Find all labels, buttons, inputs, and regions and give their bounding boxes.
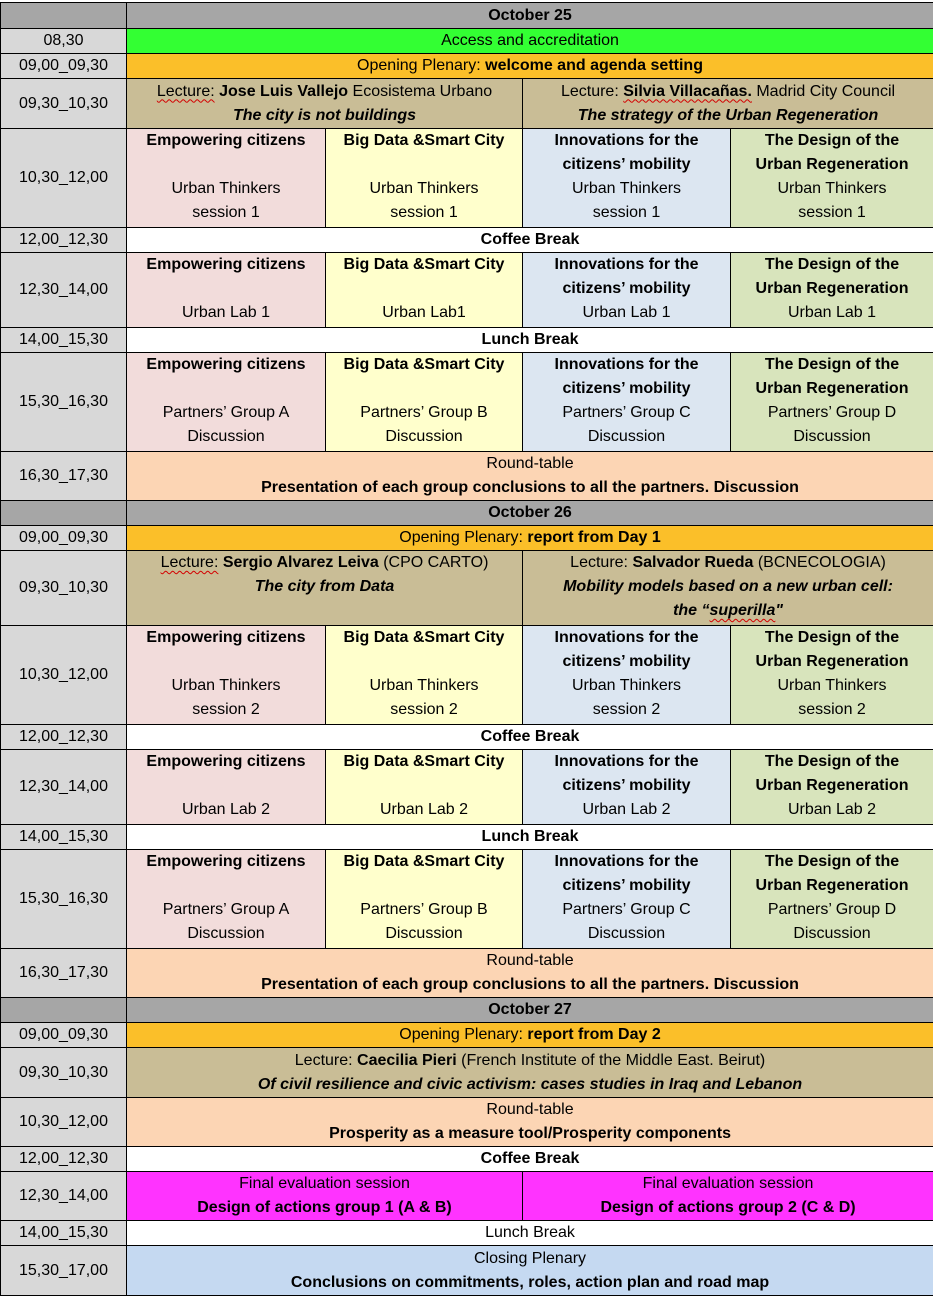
track-regeneration-cell (731, 129, 933, 228)
schedule-row (1, 1172, 933, 1221)
session-number: session 2 (329, 698, 519, 722)
lecturer-name: Sergio Alvarez Leiva (223, 554, 379, 571)
schedule-row (1, 79, 933, 129)
final-evaluation-group: Design of actions group 1 (A & B) (130, 1196, 519, 1220)
time-slot: 08,30 (1, 29, 127, 54)
session-label: Urban Thinkers (329, 177, 519, 201)
opening-topic: report from Day 1 (527, 529, 660, 546)
track-title-line2: Urban Regeneration (734, 153, 930, 177)
day-date: October 27 (127, 998, 933, 1023)
time-slot: 16,30_17,30 (1, 949, 127, 998)
track-bigdata-cell (326, 850, 523, 949)
final-evaluation-cell (523, 1172, 933, 1221)
opening-plenary-cell (127, 1023, 933, 1048)
schedule-row (1, 253, 933, 328)
closing-label: Closing Plenary (130, 1247, 930, 1271)
time-slot: 09,30_10,30 (1, 79, 127, 129)
schedule-row (1, 1147, 933, 1172)
group-label: Partners’ Group D (734, 401, 930, 425)
opening-label: Opening Plenary: (399, 529, 523, 546)
track-title: Empowering citizens (130, 253, 322, 277)
schedule-row (1, 626, 933, 725)
roundtable-cell (127, 949, 933, 998)
track-bigdata-cell (326, 129, 523, 228)
time-slot: 12,30_14,00 (1, 750, 127, 825)
session-label: Urban Thinkers (130, 674, 322, 698)
session-label: Urban Thinkers (526, 177, 727, 201)
roundtable-label: Round-table (130, 452, 930, 476)
session-label: Urban Lab 1 (130, 301, 322, 325)
time-slot: 15,30_16,30 (1, 353, 127, 452)
time-slot: 09,00_09,30 (1, 1023, 127, 1048)
session-label: Urban Lab 2 (734, 798, 930, 822)
session-label: Urban Lab 1 (526, 301, 727, 325)
track-title-line1: The Design of the (734, 626, 930, 650)
schedule-row (1, 1221, 933, 1246)
discussion-label: Discussion (329, 922, 519, 946)
schedule-row (1, 54, 933, 79)
track-title-line1: Innovations for the (526, 850, 727, 874)
group-label: Partners’ Group A (130, 898, 322, 922)
track-mobility-cell (523, 129, 731, 228)
session-label: Urban Lab 2 (130, 798, 322, 822)
lecture-cell (523, 79, 933, 129)
time-slot: 09,00_09,30 (1, 526, 127, 551)
schedule-row (1, 228, 933, 253)
closing-plenary-cell (127, 1246, 933, 1296)
lecturer-name: Silvia Villacañas. (623, 83, 752, 100)
closing-topic: Conclusions on commitments, roles, action plan and road map (130, 1271, 930, 1295)
track-title-line1: Innovations for the (526, 626, 727, 650)
lecture-label: Lecture: (561, 83, 619, 100)
lecture-cell (523, 551, 933, 626)
lecturer-name: Jose Luis Vallejo (219, 83, 348, 100)
lecturer-name: Caecilia Pieri (357, 1052, 457, 1069)
track-mobility-cell (523, 750, 731, 825)
day-header-blank (1, 501, 127, 526)
day-header-blank (1, 3, 127, 29)
track-bigdata-cell (326, 353, 523, 452)
discussion-label: Discussion (734, 922, 930, 946)
lecture-cell (127, 79, 523, 129)
time-slot: 15,30_17,00 (1, 1246, 127, 1296)
lecturer-org: (BCNECOLOGIA) (753, 554, 885, 571)
track-title: Big Data &Smart City (329, 850, 519, 874)
track-title-line2: Urban Regeneration (734, 774, 930, 798)
schedule-row (1, 850, 933, 949)
roundtable-label: Round-table (130, 949, 930, 973)
schedule-row (1, 1048, 933, 1098)
lecture-label: Lecture: (161, 554, 219, 571)
roundtable-topic: Presentation of each group conclusions to all the partners. Discussion (130, 476, 930, 500)
discussion-label: Discussion (526, 425, 727, 449)
lecture-title: The strategy of the Urban Regeneration (526, 104, 930, 128)
track-title: Big Data &Smart City (329, 353, 519, 377)
lecture-title: The city is not buildings (130, 104, 519, 128)
lecture-cell (127, 1048, 933, 1098)
track-empowering-cell (127, 850, 326, 949)
opening-topic: report from Day 2 (527, 1026, 660, 1043)
track-title-line1: The Design of the (734, 129, 930, 153)
track-mobility-cell (523, 626, 731, 725)
track-title: Empowering citizens (130, 626, 322, 650)
track-title-line1: Innovations for the (526, 750, 727, 774)
discussion-label: Discussion (130, 922, 322, 946)
roundtable-cell (127, 452, 933, 501)
track-empowering-cell (127, 750, 326, 825)
discussion-label: Discussion (329, 425, 519, 449)
schedule-row (1, 328, 933, 353)
lunch-break-cell: Lunch Break (127, 825, 933, 850)
opening-topic: welcome and agenda setting (485, 57, 703, 74)
coffee-break-cell: Coffee Break (127, 1147, 933, 1172)
track-regeneration-cell (731, 253, 933, 328)
track-title: Big Data &Smart City (329, 253, 519, 277)
track-regeneration-cell (731, 353, 933, 452)
final-evaluation-label: Final evaluation session (526, 1172, 930, 1196)
agenda-table (0, 2, 933, 1296)
schedule-row (1, 353, 933, 452)
day-header-row (1, 998, 933, 1023)
time-slot: 14,00_15,30 (1, 328, 127, 353)
track-title: Big Data &Smart City (329, 626, 519, 650)
discussion-label: Discussion (734, 425, 930, 449)
final-evaluation-group: Design of actions group 2 (C & D) (526, 1196, 930, 1220)
lecture-title-part: " (775, 602, 783, 619)
day-header-blank (1, 998, 127, 1023)
lecturer-org: Madrid City Council (752, 83, 895, 100)
final-evaluation-label: Final evaluation session (130, 1172, 519, 1196)
schedule-row (1, 949, 933, 998)
schedule-row (1, 1246, 933, 1296)
time-slot: 12,00_12,30 (1, 228, 127, 253)
opening-label: Opening Plenary: (357, 57, 481, 74)
track-title-line1: The Design of the (734, 850, 930, 874)
track-title-line2: citizens’ mobility (526, 650, 727, 674)
day-date: October 26 (127, 501, 933, 526)
session-label: Urban Thinkers (526, 674, 727, 698)
time-slot: 16,30_17,30 (1, 452, 127, 501)
roundtable-cell (127, 1098, 933, 1147)
coffee-break-cell: Coffee Break (127, 725, 933, 750)
track-title-line1: Innovations for the (526, 353, 727, 377)
track-title-line2: citizens’ mobility (526, 774, 727, 798)
track-title-line2: Urban Regeneration (734, 874, 930, 898)
schedule-row (1, 750, 933, 825)
track-mobility-cell (523, 353, 731, 452)
track-empowering-cell (127, 626, 326, 725)
session-label: Urban Thinkers (130, 177, 322, 201)
lecture-title-line1: Mobility models based on a new urban cell: (526, 575, 930, 599)
lecture-title: The city from Data (130, 575, 519, 599)
schedule-row (1, 825, 933, 850)
track-bigdata-cell (326, 626, 523, 725)
lecturer-name: Salvador Rueda (632, 554, 753, 571)
time-slot: 12,00_12,30 (1, 725, 127, 750)
session-number: session 1 (734, 201, 930, 225)
time-slot: 10,30_12,00 (1, 129, 127, 228)
track-title-line2: citizens’ mobility (526, 277, 727, 301)
time-slot: 12,00_12,30 (1, 1147, 127, 1172)
day-header-row (1, 501, 933, 526)
time-slot: 10,30_12,00 (1, 1098, 127, 1147)
session-number: session 2 (526, 698, 727, 722)
opening-plenary-cell (127, 526, 933, 551)
session-label: Urban Lab1 (329, 301, 519, 325)
group-label: Partners’ Group D (734, 898, 930, 922)
track-title: Empowering citizens (130, 129, 322, 153)
lecturer-org: (French Institute of the Middle East. Beirut) (457, 1052, 766, 1069)
session-number: session 2 (130, 698, 322, 722)
track-empowering-cell (127, 129, 326, 228)
track-regeneration-cell (731, 850, 933, 949)
track-title-line1: Innovations for the (526, 129, 727, 153)
track-title-line1: Innovations for the (526, 253, 727, 277)
lecture-title-part: superilla (710, 602, 776, 619)
lecture-label: Lecture: (570, 554, 628, 571)
track-title-line1: The Design of the (734, 750, 930, 774)
final-evaluation-cell (127, 1172, 523, 1221)
coffee-break-cell: Coffee Break (127, 228, 933, 253)
lecturer-org: Ecosistema Urbano (348, 83, 492, 100)
discussion-label: Discussion (526, 922, 727, 946)
track-title-line2: citizens’ mobility (526, 874, 727, 898)
schedule-row (1, 1023, 933, 1048)
session-label: Urban Thinkers (329, 674, 519, 698)
track-title: Empowering citizens (130, 750, 322, 774)
track-title-line2: citizens’ mobility (526, 153, 727, 177)
track-bigdata-cell (326, 253, 523, 328)
session-label: Urban Thinkers (734, 177, 930, 201)
track-mobility-cell (523, 253, 731, 328)
session-label: Urban Lab 2 (526, 798, 727, 822)
discussion-label: Discussion (130, 425, 322, 449)
track-title: Big Data &Smart City (329, 129, 519, 153)
time-slot: 12,30_14,00 (1, 253, 127, 328)
track-title: Empowering citizens (130, 850, 322, 874)
roundtable-topic: Prosperity as a measure tool/Prosperity components (130, 1122, 930, 1146)
track-empowering-cell (127, 253, 326, 328)
group-label: Partners’ Group B (329, 898, 519, 922)
track-title-line1: The Design of the (734, 253, 930, 277)
track-title-line2: Urban Regeneration (734, 277, 930, 301)
day-date: October 25 (127, 3, 933, 29)
roundtable-label: Round-table (130, 1098, 930, 1122)
track-mobility-cell (523, 850, 731, 949)
group-label: Partners’ Group B (329, 401, 519, 425)
access-accreditation-cell: Access and accreditation (127, 29, 933, 54)
session-label: Urban Lab 2 (329, 798, 519, 822)
time-slot: 09,30_10,30 (1, 1048, 127, 1098)
time-slot: 09,30_10,30 (1, 551, 127, 626)
time-slot: 15,30_16,30 (1, 850, 127, 949)
roundtable-topic: Presentation of each group conclusions to all the partners. Discussion (130, 973, 930, 997)
lunch-break-cell: Lunch Break (127, 1221, 933, 1246)
lecture-label: Lecture: (157, 83, 215, 100)
track-title: Big Data &Smart City (329, 750, 519, 774)
time-slot: 14,00_15,30 (1, 1221, 127, 1246)
track-title: Empowering citizens (130, 353, 322, 377)
time-slot: 10,30_12,00 (1, 626, 127, 725)
schedule-row (1, 129, 933, 228)
schedule-row (1, 1098, 933, 1147)
track-empowering-cell (127, 353, 326, 452)
lecture-cell (127, 551, 523, 626)
time-slot: 14,00_15,30 (1, 825, 127, 850)
session-number: session 1 (526, 201, 727, 225)
session-number: session 2 (734, 698, 930, 722)
track-regeneration-cell (731, 626, 933, 725)
track-title-line2: citizens’ mobility (526, 377, 727, 401)
track-bigdata-cell (326, 750, 523, 825)
track-title-line2: Urban Regeneration (734, 650, 930, 674)
lecture-title-part: the “ (673, 602, 709, 619)
schedule-row (1, 526, 933, 551)
time-slot: 12,30_14,00 (1, 1172, 127, 1221)
track-title-line2: Urban Regeneration (734, 377, 930, 401)
session-number: session 1 (130, 201, 322, 225)
schedule-row (1, 725, 933, 750)
track-title-line1: The Design of the (734, 353, 930, 377)
opening-plenary-cell (127, 54, 933, 79)
time-slot: 09,00_09,30 (1, 54, 127, 79)
group-label: Partners’ Group C (526, 401, 727, 425)
lunch-break-cell: Lunch Break (127, 328, 933, 353)
schedule-row (1, 551, 933, 626)
lecturer-org: (CPO CARTO) (379, 554, 489, 571)
group-label: Partners’ Group A (130, 401, 322, 425)
track-regeneration-cell (731, 750, 933, 825)
opening-label: Opening Plenary: (399, 1026, 523, 1043)
session-label: Urban Thinkers (734, 674, 930, 698)
schedule-row (1, 452, 933, 501)
session-label: Urban Lab 1 (734, 301, 930, 325)
schedule-row (1, 29, 933, 54)
session-number: session 1 (329, 201, 519, 225)
lecture-title: Of civil resilience and civic activism: cases studies in Iraq and Lebanon (130, 1073, 930, 1097)
day-header-row (1, 3, 933, 29)
group-label: Partners’ Group C (526, 898, 727, 922)
lecture-label: Lecture: (295, 1052, 353, 1069)
